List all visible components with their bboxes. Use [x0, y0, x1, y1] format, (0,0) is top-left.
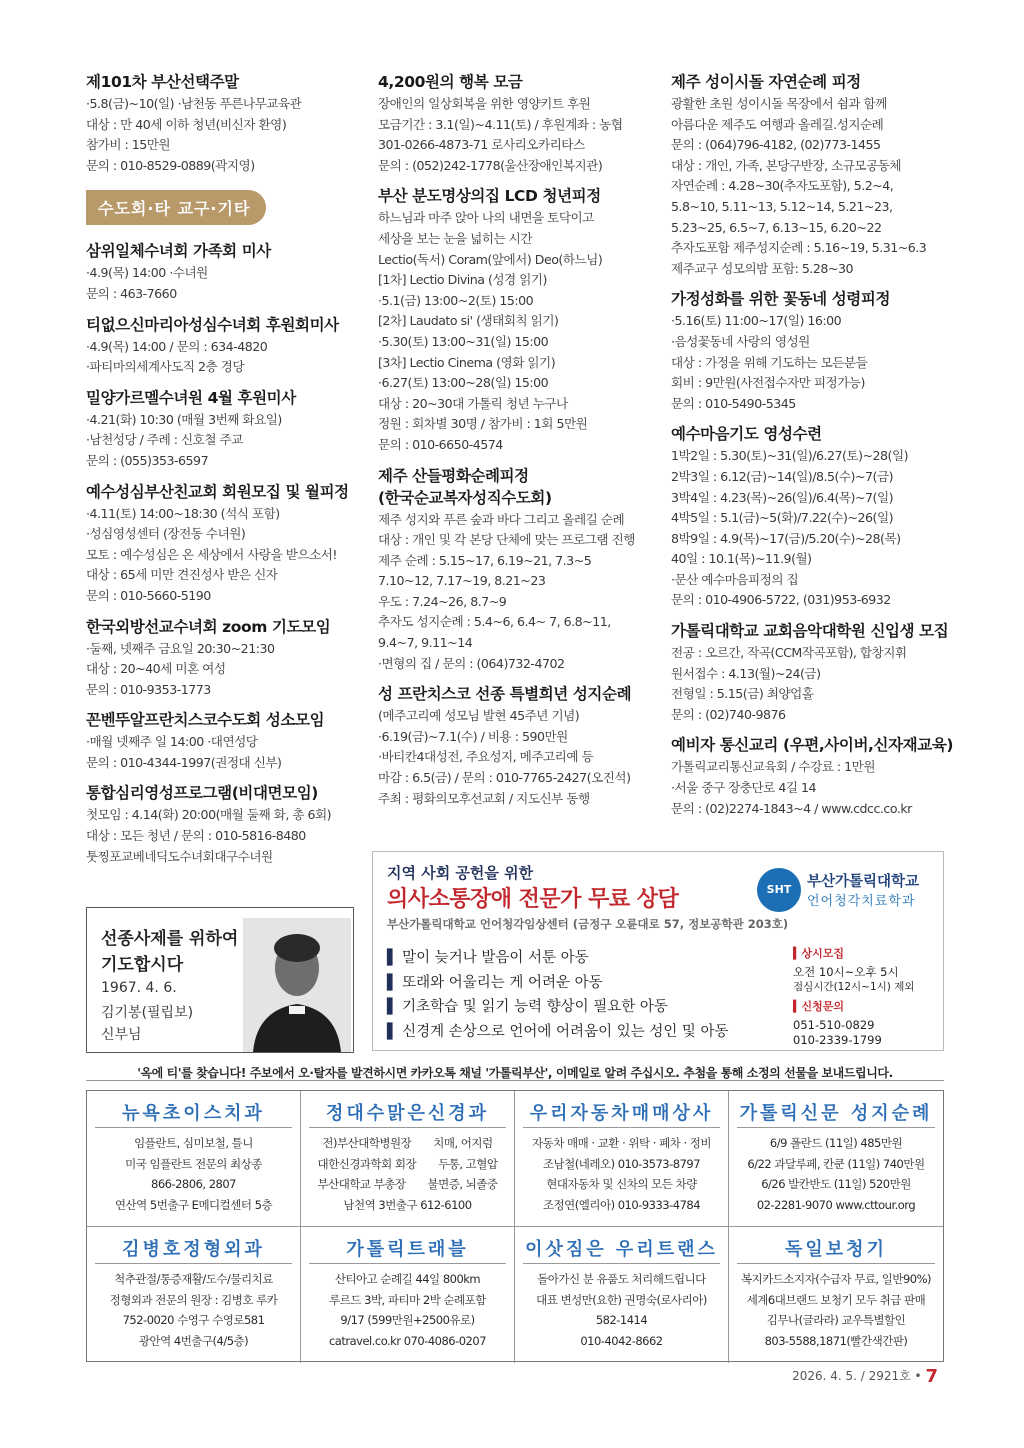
business-line: 자동차 매매 · 교환 · 위탁 · 폐차 · 정비 [532, 1136, 711, 1150]
business-line: catravel.co.kr 070-4086-0207 [328, 1333, 487, 1348]
business-ad [87, 1227, 301, 1363]
entry-line: 툿찡포교베네딕도수녀회대구수녀원 [86, 848, 273, 864]
entry-line: ·문산 예수마음피정의 집 [671, 571, 799, 587]
business-line: 루르드 3박, 파티마 2박 순례포함 [329, 1292, 486, 1307]
business-line: 돌아가신 분 유품도 처리해드립니다 [537, 1272, 706, 1286]
entry-subtitle: (한국순교복자성직수도회) [378, 488, 552, 507]
entry-line: 주최 : 평화의모후선교회 / 지도신부 동행 [378, 790, 590, 806]
business-line: 6/22 과달루페, 칸쿤 (11일) 740만원 [747, 1156, 925, 1171]
divider [86, 1080, 944, 1081]
bullet-bar-icon: ▌ [387, 1023, 399, 1040]
entry-line: 7.10~12, 7.17~19, 8.21~23 [378, 573, 546, 589]
notice-entry [378, 684, 654, 809]
business-name: 우리자동차매매상사 [529, 1103, 714, 1124]
memorial-title: 선종사제를 위하여 기도합시다 [101, 929, 239, 975]
entry-line: 문의 : 010-9353-1773 [86, 681, 211, 697]
entry-line: ·둘째, 넷째주 금요일 20:30~21:30 [86, 640, 275, 656]
entry-line: 문의 : 463-7660 [86, 285, 177, 301]
divider [95, 1127, 292, 1128]
entry-line: 대상 : 20~30대 가톨릭 청년 누구나 [378, 395, 568, 411]
memorial-date: 1967. 4. 6. [101, 980, 177, 996]
entry-line: Lectio(독서) Coram(앞에서) Deo(하느님) [378, 251, 603, 267]
business-name: 김병호정형외과 [122, 1239, 265, 1260]
entry-line: ·음성꽃동네 사랑의 영성원 [671, 333, 810, 349]
entry-line: 우도 : 7.24~26, 8.7~9 [378, 593, 507, 609]
business-line: 582-1414 [595, 1313, 648, 1327]
entry-title: 삼위일체수녀회 가족회 미사 [86, 242, 271, 261]
column-1 [86, 72, 358, 877]
entry-line: 아름다운 제주도 여행과 올레길.성지순례 [671, 116, 884, 132]
business-line: 조정연(엘리아) 010-9333-4784 [542, 1197, 701, 1212]
entry-line: 대상 : 가정을 위해 기도하는 모든분들 [671, 354, 868, 370]
business-line: 현대자동차 및 신차의 모든 차량 [546, 1177, 697, 1191]
ad-bullets [387, 946, 729, 1044]
notice-entry [671, 289, 943, 414]
business-line: 866-2806, 2807 [151, 1177, 236, 1191]
business-line: 임플란트, 심미보철, 틀니 [134, 1136, 253, 1150]
issue-info: 2026. 4. 5. / 2921호 • [792, 1369, 922, 1383]
divider [523, 1127, 720, 1128]
business-details [729, 1133, 943, 1215]
business-line: 6/26 발칸반도 (11일) 520만원 [761, 1177, 911, 1191]
business-name: 뉴욕초이스치과 [122, 1103, 265, 1124]
business-line: 전)부산대학병원장 치매, 어지럼 [322, 1136, 493, 1150]
section-banner: 수도회·타 교구·기타 [86, 190, 266, 225]
entry-title: 한국외방선교수녀회 zoom 기도모임 [86, 617, 331, 636]
entry-line: 문의 : 010-8529-0889(곽지영) [86, 157, 255, 173]
entry-line: 자연순례 : 4.28~30(추자도포함), 5.2~4, [671, 178, 894, 194]
entry-title: 밀양가르멜수녀원 4월 후원미사 [86, 388, 296, 407]
divider [737, 1263, 935, 1264]
entry-line: 문의 : 010-5660-5190 [86, 587, 211, 603]
divider [95, 1263, 292, 1264]
business-line: 복지카드소지자(수급자 무료, 일반90%) [740, 1272, 932, 1286]
business-line: 세계6대브랜드 보청기 모두 취급 판매 [746, 1292, 926, 1307]
entry-line: 대상 : 개인 및 각 본당 단체에 맞는 프로그램 진행 [378, 532, 635, 548]
bullet-bar-icon: ▌ [387, 950, 399, 966]
entry-line: 대상 : 만 40세 이하 청년(비신자 환영) [86, 116, 287, 132]
entry-line: 첫모임 : 4.14(화) 20:00(매월 둘째 화, 총 6회) [86, 807, 332, 823]
business-details [87, 1269, 300, 1351]
page-number: 7 [925, 1366, 938, 1387]
entry-line: ·바티칸4대성전, 주요성지, 메주고리예 등 [378, 749, 594, 765]
notice-entry [86, 315, 358, 378]
entry-title: 4,200원의 행복 모금 [378, 73, 523, 91]
entry-line: ·서울 중구 장충단로 4길 14 [671, 780, 817, 796]
entry-title: 가톨릭대학교 교회음악대학원 신입생 모집 [671, 622, 949, 641]
sht-logo-icon: SHT [757, 868, 801, 912]
entry-line: ·면형의 집 / 문의 : (064)732-4702 [378, 655, 565, 671]
entry-title: 제101차 부산선택주말 [86, 73, 239, 91]
ad-address: 부산가톨릭대학교 언어청각임상센터 (금정구 오륜대로 57, 정보공학관 203호) [387, 917, 789, 931]
notice-entry [378, 186, 654, 455]
entry-line: 가톨릭교리통신교육회 / 수강료 : 1만원 [671, 759, 875, 775]
divider [737, 1127, 935, 1128]
business-ad [301, 1091, 515, 1227]
notice-entry [86, 72, 358, 176]
business-details [301, 1133, 514, 1215]
notice-entry [671, 424, 943, 611]
business-name: 이삿짐은 우리트랜스 [525, 1239, 718, 1260]
entry-title: 통합심리영성프로그램(비대면모임) [86, 784, 318, 803]
business-details [515, 1133, 728, 1215]
business-ad [729, 1091, 943, 1227]
entry-line: [2차] Laudato si' (생태회칙 읽기) [378, 313, 559, 329]
entry-line: 문의 : (052)242-1778(울산장애인복지관) [378, 157, 603, 173]
entry-line: 추자도포함 제주성지순례 : 5.16~19, 5.31~6.3 [671, 240, 927, 256]
notice-entry [378, 72, 654, 176]
notice-entry [671, 621, 949, 725]
divider [523, 1263, 720, 1264]
bullet-bar-icon: ▌ [387, 999, 399, 1015]
entry-line: 문의 : 010-5490-5345 [671, 395, 796, 411]
entry-line: 301-0266-4873-71 로사리오카리타스 [378, 137, 585, 153]
business-line: 9/17 (599만원+2500유로) [340, 1313, 475, 1327]
notice-entry [86, 710, 358, 773]
entry-title: 티없으신마리아성심수녀회 후원회미사 [86, 315, 339, 334]
entry-line: [1차] Lectio Divina (성경 읽기) [378, 272, 547, 288]
entry-line: 제주 순례 : 5.15~17, 6.19~21, 7.3~5 [378, 552, 592, 568]
entry-line: 3박4일 : 4.23(목)~26(일)/6.4(목)~7(일) [671, 489, 894, 505]
entry-title: 예수성심부산친교회 회원모집 및 월피정 [86, 482, 349, 501]
entry-line: ·남천성당 / 주례 : 신호철 주교 [86, 432, 243, 448]
entry-line: ·6.27(토) 13:00~28(일) 15:00 [378, 375, 549, 391]
ad-headline: 의사소통장애 전문가 무료 상담 [387, 887, 679, 912]
entry-title: 성 프란치스코 선종 특별희년 성지순례 [378, 685, 632, 704]
entry-line: 문의 : (02)740-9876 [671, 706, 786, 722]
entry-title: 가정성화를 위한 꽃동네 성령피정 [671, 290, 891, 309]
business-line: 김무나(글라라) 교우특별할인 [766, 1313, 906, 1327]
entry-line: ·성심영성센터 (장전동 수녀원) [86, 526, 246, 542]
entry-line: 1박2일 : 5.30(토)~31(일)/6.27(토)~28(일) [671, 448, 909, 464]
memorial-name: 김기봉(필립보) [101, 1005, 194, 1021]
ad-bullet [387, 971, 729, 996]
notice-entry [86, 241, 358, 304]
recruit-label: ▍상시모집 [793, 947, 844, 960]
business-details [729, 1269, 943, 1351]
entry-title: 제주 산들평화순례피정 [378, 466, 529, 485]
business-name: 정대수맑은신경과 [325, 1103, 490, 1124]
notice-entry [378, 466, 654, 675]
entry-line: 대상 : 모든 청년 / 문의 : 010-5816-8480 [86, 828, 306, 844]
business-line: 대표 변성만(요한) 권명숙(로사리아) [536, 1292, 707, 1307]
entry-line: 문의 : (064)796-4182, (02)773-1455 [671, 137, 881, 153]
entry-line: ·4.9(목) 14:00 / 문의 : 634-4820 [86, 338, 268, 354]
bullet-text: 말이 늦거나 발음이 서툰 아동 [402, 950, 589, 966]
entry-line: 4박5일 : 5.1(금)~5(화)/7.22(수)~26(일) [671, 510, 894, 526]
entry-line: 참가비 : 15만원 [86, 137, 171, 153]
business-name: 가톨릭트래블 [346, 1239, 469, 1260]
divider [309, 1127, 506, 1128]
business-ad [515, 1091, 729, 1227]
entry-line: 문의 : (055)353-6597 [86, 452, 209, 468]
business-ad [729, 1227, 943, 1363]
ad-contact: ▍상시모집 오전 10시~오후 5시 점심시간(12시~1시) 제외 ▍신청문의 051-510-0829 010-2339-1799 [793, 947, 915, 1047]
entry-line: 마감 : 6.5(금) / 문의 : 010-7765-2427(오진석) [378, 770, 631, 786]
bullet-bar-icon: ▌ [387, 974, 399, 991]
entry-title: 부산 분도명상의집 LCD 청년피정 [378, 187, 601, 206]
entry-line: 원서접수 : 4.13(월)~24(금) [671, 665, 821, 681]
page-footer [792, 1366, 938, 1387]
entry-line: 제주교구 성모의밤 포함: 5.28~30 [671, 260, 854, 276]
entry-line: 세상을 보는 눈을 넓히는 시간 [378, 230, 532, 246]
entry-line: ·5.8(금)~10(일) ·남천동 푸른나무교육관 [86, 96, 302, 111]
bullet-text: 신경계 손상으로 언어에 어려움이 있는 성인 및 아동 [402, 1023, 729, 1040]
business-ad [515, 1227, 729, 1363]
entry-line: 전공 : 오르간, 작곡(CCM작곡포함), 합창지휘 [671, 645, 907, 661]
notice-entry [671, 735, 954, 819]
business-line: 010-4042-8662 [580, 1333, 663, 1348]
business-line: 803-5588,1871(빨간색간판) [764, 1333, 908, 1348]
entry-line: 2박3일 : 6.12(금)~14(일)/8.5(수)~7(금) [671, 468, 894, 484]
business-ads-grid [86, 1090, 944, 1362]
business-line: 척추관절/통증재활/도수/물리치료 [114, 1272, 273, 1286]
entry-line: [3차] Lectio Cinema (영화 읽기) [378, 354, 556, 370]
business-name: 독일보청기 [785, 1239, 887, 1260]
business-line: 부산대학교 부총장 불면증, 뇌졸중 [317, 1177, 498, 1191]
notice-entry [671, 72, 943, 279]
business-ad [301, 1227, 515, 1363]
entry-line: ·4.9(목) 14:00 ·수녀원 [86, 265, 208, 281]
divider [309, 1263, 506, 1264]
entry-line: 모토 : 예수성심은 온 세상에서 사랑을 받으소서! [86, 546, 337, 562]
entry-line: 광활한 초원 성이시돌 목장에서 쉼과 함께 [671, 96, 887, 111]
entry-line: 5.8~10, 5.11~13, 5.12~14, 5.21~23, [671, 198, 893, 214]
university-logo: SHT 부산가톨릭대학교 언어청각치료학과 [757, 868, 937, 912]
entry-line: 정원 : 회차별 30명 / 참가비 : 1회 5만원 [378, 416, 588, 432]
apply-label: ▍신청문의 [793, 1000, 844, 1013]
notice-entry [86, 617, 358, 701]
business-line: 02-2281-9070 www.cttour.org [756, 1197, 916, 1212]
entry-line: 모금기간 : 3.1(일)~4.11(토) / 후원계좌 : 농협 [378, 116, 623, 132]
entry-title: 꼰벤뚜알프란치스코수도회 성소모임 [86, 711, 325, 730]
entry-line: 전형일 : 5.15(금) 최양업홀 [671, 686, 814, 702]
entry-line: 8박9일 : 4.9(목)~17(금)/5.20(수)~28(목) [671, 530, 901, 546]
notice-entry [86, 482, 358, 607]
business-line: 미국 임플란트 전문의 최상종 [125, 1156, 262, 1171]
priest-portrait [243, 918, 351, 1052]
typo-notice: '옥에 티'를 찾습니다! 주보에서 오·탈자를 발견하시면 카카오톡 채널 '가톨릭부산', 이메일로 알려 주십시오. 추첨을 통해 소정의 선물을 보내드립니다. [137, 1066, 893, 1080]
memorial-box [86, 907, 354, 1053]
entry-line: 하느님과 마주 앉아 나의 내면을 토닥이고 [378, 210, 594, 226]
business-line: 대한신경과학회 회장 두통, 고혈압 [317, 1156, 498, 1171]
column-3 [671, 72, 954, 829]
entry-line: 추자도 성지순례 : 5.4~6, 6.4~ 7, 6.8~11, [378, 614, 611, 630]
business-line: 산티아고 순례길 44일 800km [334, 1272, 481, 1286]
entry-line: 40일 : 10.1(목)~11.9(월) [671, 551, 812, 567]
entry-line: 대상 : 20~40세 미혼 여성 [86, 661, 226, 677]
notice-entry [86, 783, 358, 867]
entry-line: ·5.16(토) 11:00~17(일) 16:00 [671, 313, 842, 329]
notice-entry [86, 388, 358, 472]
column-2 [378, 72, 654, 819]
entry-line: ·6.19(금)~7.1(수) / 비용 : 590만원 [378, 728, 568, 744]
entry-line: 문의 : 010-4344-1997(권정대 신부) [86, 754, 282, 770]
business-line: 남천역 3번출구 612-6100 [343, 1197, 472, 1212]
ad-bullet [387, 995, 729, 1020]
business-line: 6/9 폴란드 (11일) 485만원 [769, 1136, 903, 1150]
entry-line: 회비 : 9만원(사전접수자만 피정가능) [671, 375, 865, 391]
memorial-role: 신부님 [101, 1027, 142, 1043]
business-ad [87, 1091, 301, 1227]
entry-line: ·4.21(화) 10:30 (매월 3번째 화요일) [86, 411, 282, 427]
entry-line: 대상 : 65세 미만 견진성사 받은 신자 [86, 567, 278, 583]
entry-title: 예비자 통신교리 (우편,사이버,신자재교육) [671, 736, 954, 755]
entry-line: ·파티마의세계사도직 2층 경당 [86, 359, 245, 375]
business-details [301, 1269, 514, 1351]
business-line: 광안역 4번출구(4/5층) [138, 1333, 249, 1348]
bullet-text: 또래와 어울리는 게 어려운 아동 [402, 974, 603, 991]
entry-line: 문의 : (02)2274-1843~4 / www.cdcc.co.kr [671, 800, 912, 816]
business-line: 연산역 5번출구 E메디컬센터 5층 [114, 1197, 273, 1212]
entry-title: 예수마음기도 영성수련 [671, 425, 822, 444]
business-details [515, 1269, 728, 1351]
entry-line: 대상 : 개인, 가족, 본당구반장, 소규모공동체 [671, 157, 902, 173]
entry-line: 문의 : 010-6650-4574 [378, 436, 503, 452]
business-details [87, 1133, 300, 1215]
ad-subtitle: 지역 사회 공헌을 위한 [387, 864, 534, 882]
business-name: 가톨릭신문 성지순례 [739, 1103, 933, 1124]
bullet-text: 기초학습 및 읽기 능력 향상이 필요한 아동 [402, 999, 668, 1015]
entry-line: (메주고리예 성모님 발현 45주년 기념) [378, 708, 580, 724]
entry-line: ·5.1(금) 13:00~2(토) 15:00 [378, 292, 534, 308]
entry-line: 제주 성지와 푸른 숲과 바다 그리고 올레길 순례 [378, 511, 625, 527]
speech-therapy-ad [372, 851, 944, 1051]
ad-bullet [387, 946, 729, 971]
business-line: 752-0020 수영구 수영로581 [122, 1313, 265, 1327]
ad-bullet [387, 1020, 729, 1045]
entry-line: ·매월 넷째주 일 14:00 ·대연성당 [86, 734, 258, 750]
entry-line: ·4.11(토) 14:00~18:30 (석식 포함) [86, 505, 280, 521]
entry-line: ·5.30(토) 13:00~31(일) 15:00 [378, 333, 549, 349]
entry-line: 문의 : 010-4906-5722, (031)953-6932 [671, 592, 891, 608]
business-line: 조남철(네레오) 010-3573-8797 [542, 1156, 701, 1171]
entry-line: 9.4~7, 9.11~14 [378, 635, 473, 651]
entry-title: 제주 성이시돌 자연순례 피정 [671, 73, 861, 91]
entry-line: 5.23~25, 6.5~7, 6.13~15, 6.20~22 [671, 219, 882, 235]
business-line: 정형외과 전문의 원장 : 김병호 루카 [109, 1292, 278, 1307]
entry-line: 장애인의 일상회복을 위한 영양키트 후원 [378, 96, 591, 111]
